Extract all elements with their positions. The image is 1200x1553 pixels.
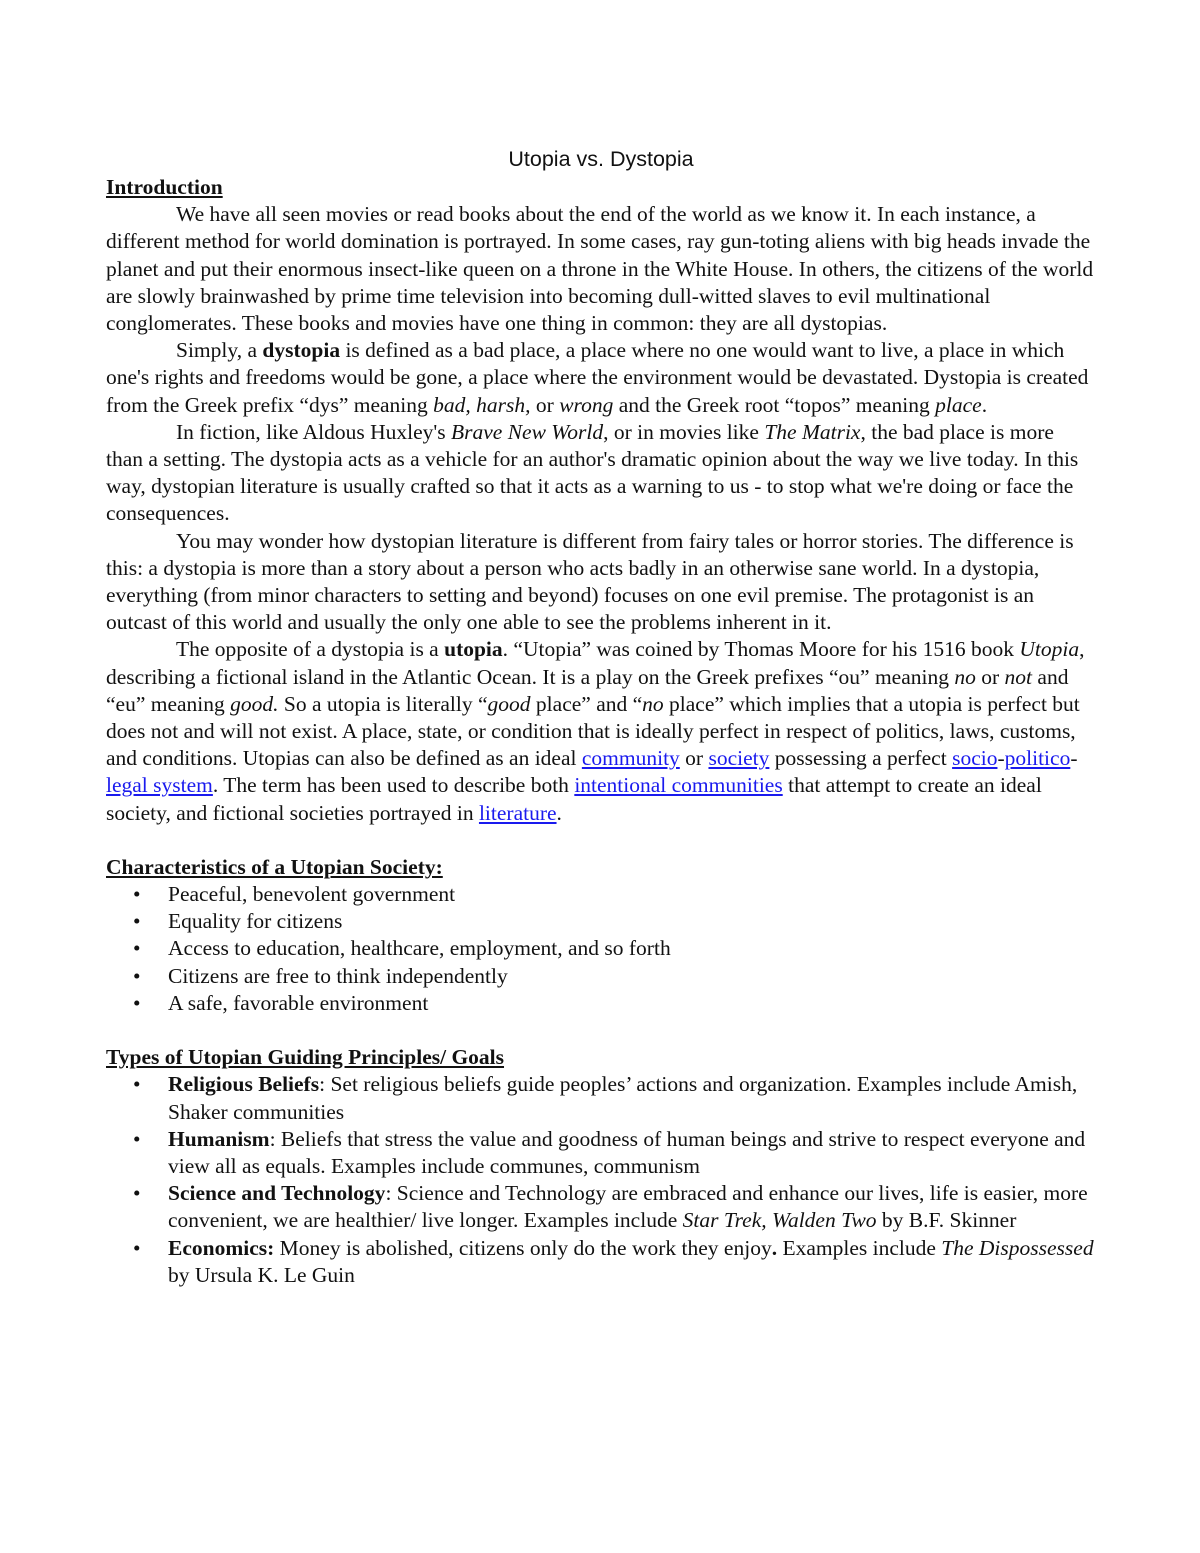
list-item: • Equality for citizens [106, 908, 1096, 935]
link-intentional-communities[interactable]: intentional communities [574, 773, 783, 798]
list-item: • Citizens are free to think independently [106, 963, 1096, 990]
paragraph-intro-1: We have all seen movies or read books about the end of the world as we know it. In each instance, a different method for world domination is portrayed. In some cases, ray gun-toting aliens with big heads invade the planet and put their enormous insect-like queen on a throne in the White House. In others, the citizens of the world are slowly brainwashed by prime time television into becoming dull-witted slaves to evil multinational conglomerates. These books and movies have one thing in common: they are all dystopias. [106, 202, 1094, 336]
list-item: • Access to education, healthcare, employment, and so forth [106, 935, 1096, 962]
bullet-icon: • [133, 1126, 141, 1151]
term-religious-beliefs: Religious Beliefs [168, 1072, 320, 1097]
paragraph-dystopia-definition: Simply, a dystopia is defined as a bad place, a place where no one would want to live, a place in which one's rights and freedoms would be gone, a place where the environment would be devastated. Dystopia is created from the Greek prefix “dys” meaning bad, harsh, or wrong and the Greek root “topos” meaning place. [106, 338, 1089, 417]
bullet-icon: • [133, 936, 141, 961]
list-item: • Economics: Money is abolished, citizens only do the work they enjoy. Examples include The Dispossessed by Ursula K. Le Guin [133, 1235, 1094, 1287]
bullet-icon: • [133, 990, 141, 1015]
document-title: Utopia vs. Dystopia [508, 147, 694, 171]
list-item: • Peaceful, benevolent government [106, 881, 1096, 908]
characteristics-list [106, 881, 1096, 1017]
introduction-heading: Introduction [106, 175, 223, 199]
link-literature[interactable]: literature [478, 800, 557, 825]
bullet-icon: • [133, 963, 141, 988]
paragraph-fiction: In fiction, like Aldous Huxley's Brave New World, or in movies like The Matrix, the bad place is more than a setting. The dystopia acts as a vehicle for an author's dramatic opinion about the way we live today. In this way, dystopian literature is usually crafted so that it acts as a warning to us - to stop what we're doing or face the consequences. [106, 419, 1079, 526]
title-brave-new-world: Brave New World [451, 419, 604, 444]
list-item: • Religious Beliefs: Set religious beliefs guide peoples’ actions and organization. Examples include Amish, Shaker communities [133, 1072, 1078, 1124]
types-list [106, 1071, 1096, 1289]
bullet-icon: • [133, 1235, 141, 1260]
link-community[interactable]: community [581, 746, 680, 771]
link-legal-system[interactable]: legal system [106, 773, 213, 798]
list-item: • Humanism: Beliefs that stress the value and goodness of human beings and strive to respect everyone and view all as equals. Examples include communes, communism [133, 1126, 1086, 1178]
link-society[interactable]: society [708, 746, 770, 771]
term-economics: Economics: [168, 1235, 275, 1260]
term-utopia: utopia [444, 637, 503, 662]
link-politico[interactable]: politico [1004, 746, 1071, 771]
types-heading: Types of Utopian Guiding Principles/ Goals [106, 1045, 505, 1070]
bullet-icon: • [133, 1181, 141, 1206]
term-humanism: Humanism [168, 1126, 270, 1151]
bullet-icon: • [133, 909, 141, 934]
title-the-matrix: The Matrix [764, 419, 861, 444]
list-item: • A safe, favorable environment [106, 990, 1096, 1017]
document-page [106, 140, 1096, 1289]
term-dystopia: dystopia [262, 338, 341, 363]
term-science-technology: Science and Technology [168, 1181, 386, 1206]
link-socio[interactable]: socio [952, 746, 998, 771]
bullet-icon: • [133, 1072, 141, 1097]
bullet-icon: • [133, 882, 141, 907]
characteristics-heading: Characteristics of a Utopian Society: [106, 854, 443, 879]
list-item: • Science and Technology: Science and Technology are embraced and enhance our lives, life is easier, more convenient, we are healthier/ live longer. Examples include Star Trek, Walden Two by B.F. Skinner [133, 1181, 1088, 1233]
paragraph-utopia-definition: The opposite of a dystopia is a utopia. “Utopia” was coined by Thomas Moore for his 1516 book Utopia, describing a fictional island in the Atlantic Ocean. It is a play on the Greek prefixes “ou” meaning no or not and “eu” meaning good. So a utopia is literally “good place” and “no place” which implies that a utopia is perfect but does not and will not exist. A place, state, or condition that is ideally perfect in respect of politics, laws, customs, and conditions. Utopias can also be defined as an ideal community or society possessing a perfect socio-politico-legal system. The term has been used to describe both intentional communities that attempt to create an ideal society, and fictional societies portrayed in literature. [106, 637, 1085, 825]
paragraph-difference: You may wonder how dystopian literature is different from fairy tales or horror stories. The difference is this: a dystopia is more than a story about a person who acts badly in an otherwise sane world. In a dystopia, everything (from minor characters to setting and beyond) focuses on one evil premise. The protagonist is an outcast of this world and usually the only one able to see the problems inherent in it. [106, 528, 1074, 635]
